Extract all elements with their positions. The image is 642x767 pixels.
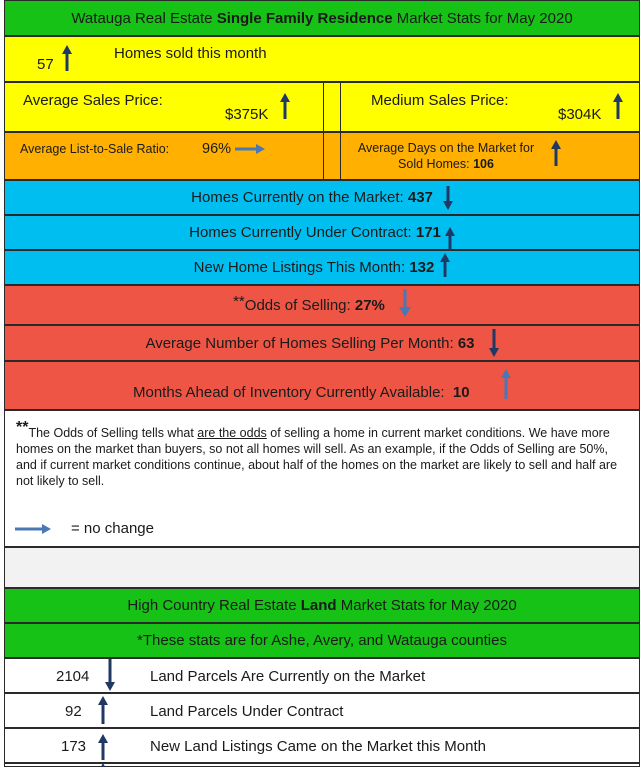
list-sale-value: 96%	[202, 141, 232, 157]
under-contract-row: Homes Currently Under Contract: 171	[4, 215, 640, 250]
arrow-up-icon	[440, 253, 450, 277]
new-listings-value: 132	[409, 259, 435, 276]
arrow-up-icon	[280, 93, 290, 119]
new-listings-row: New Home Listings This Month: 132	[4, 250, 640, 285]
arrow-down-icon	[399, 289, 411, 317]
under-contract-value: 171	[415, 224, 441, 241]
land-label: Land Parcels Are Currently on the Market	[150, 668, 426, 685]
footnote-box	[4, 410, 640, 547]
median-price-label: Medium Sales Price:	[371, 92, 509, 109]
arrow-right-icon	[235, 144, 265, 154]
sf-title: Watauga Real Estate Single Family Residence Market Stats for May 2020	[71, 9, 573, 27]
land-subtitle-bar	[4, 623, 640, 658]
homes-sold-row	[4, 36, 640, 82]
arrow-up-icon	[98, 734, 108, 760]
sf-title-bar	[4, 0, 640, 36]
land-row	[4, 658, 640, 693]
odds-stars: **	[233, 292, 245, 310]
on-market-value: 437	[407, 189, 433, 206]
land-value: 2104	[56, 668, 90, 685]
list-sale-cell	[4, 132, 324, 180]
arrow-up-icon	[62, 45, 72, 71]
spacer-row	[4, 547, 640, 588]
days-market-cell	[340, 132, 640, 180]
arrow-up-icon	[613, 93, 623, 119]
odds-value: 27%	[354, 296, 385, 314]
land-label: Land Parcels Under Contract	[150, 703, 344, 720]
arrow-right-icon	[15, 524, 51, 534]
median-price-value: $304K	[558, 106, 602, 123]
land-row	[4, 728, 640, 763]
arrow-up-icon	[445, 227, 455, 251]
land-row	[4, 693, 640, 728]
avg-price-value: $375K	[225, 106, 269, 123]
avg-price-label: Average Sales Price:	[23, 92, 163, 109]
days-market-value: 106	[473, 157, 494, 171]
price-divider-cell	[323, 82, 341, 132]
arrow-down-icon	[105, 659, 115, 691]
arrow-up-icon	[501, 369, 511, 399]
land-label: New Land Listings Came on the Market this Month	[150, 738, 486, 755]
homes-sold-value: 57	[37, 56, 54, 73]
avg-selling-row: Average Number of Homes Selling Per Month: 63	[4, 325, 640, 361]
median-price-cell	[340, 82, 640, 132]
arrow-down-icon	[443, 186, 453, 210]
inventory-value: 10	[452, 384, 470, 401]
land-title-bar	[4, 588, 640, 623]
land-value: 92	[65, 703, 82, 720]
land-title: High Country Real Estate Land Market Stats for May 2020	[127, 597, 517, 614]
land-value: 173	[61, 738, 87, 755]
arrow-up-icon	[98, 763, 108, 767]
on-market-row: Homes Currently on the Market: 437	[4, 180, 640, 215]
arrow-up-icon	[551, 140, 561, 166]
land-subtitle: *These stats are for Ashe, Avery, and Watauga counties	[137, 632, 507, 649]
avg-selling-value: 63	[457, 334, 475, 352]
list-sale-label: Average List-to-Sale Ratio:	[20, 142, 170, 156]
legend-text: = no change	[71, 520, 154, 537]
arrow-up-icon	[98, 696, 108, 724]
odds-row: ** Odds of Selling: 27%	[4, 285, 640, 325]
days-market-label: Average Days on the Market for Sold Homes: 106	[357, 141, 535, 171]
footnote-text: **The Odds of Selling tells what are the odds of selling a home in current market conditions. We have more homes on the market than buyers, so not all homes will sell. As an example, if the Odds of Selling are 50%, and if current market conditions continue, about half of the homes on the market are likely to sell and half are not likely to sell.	[16, 419, 618, 488]
days-divider-cell	[323, 132, 341, 180]
land-row-partial	[4, 763, 640, 767]
inventory-row: Months Ahead of Inventory Currently Available: 10	[4, 361, 640, 410]
homes-sold-label: Homes sold this month	[114, 45, 267, 62]
avg-price-cell	[4, 82, 324, 132]
arrow-down-icon	[489, 329, 499, 357]
